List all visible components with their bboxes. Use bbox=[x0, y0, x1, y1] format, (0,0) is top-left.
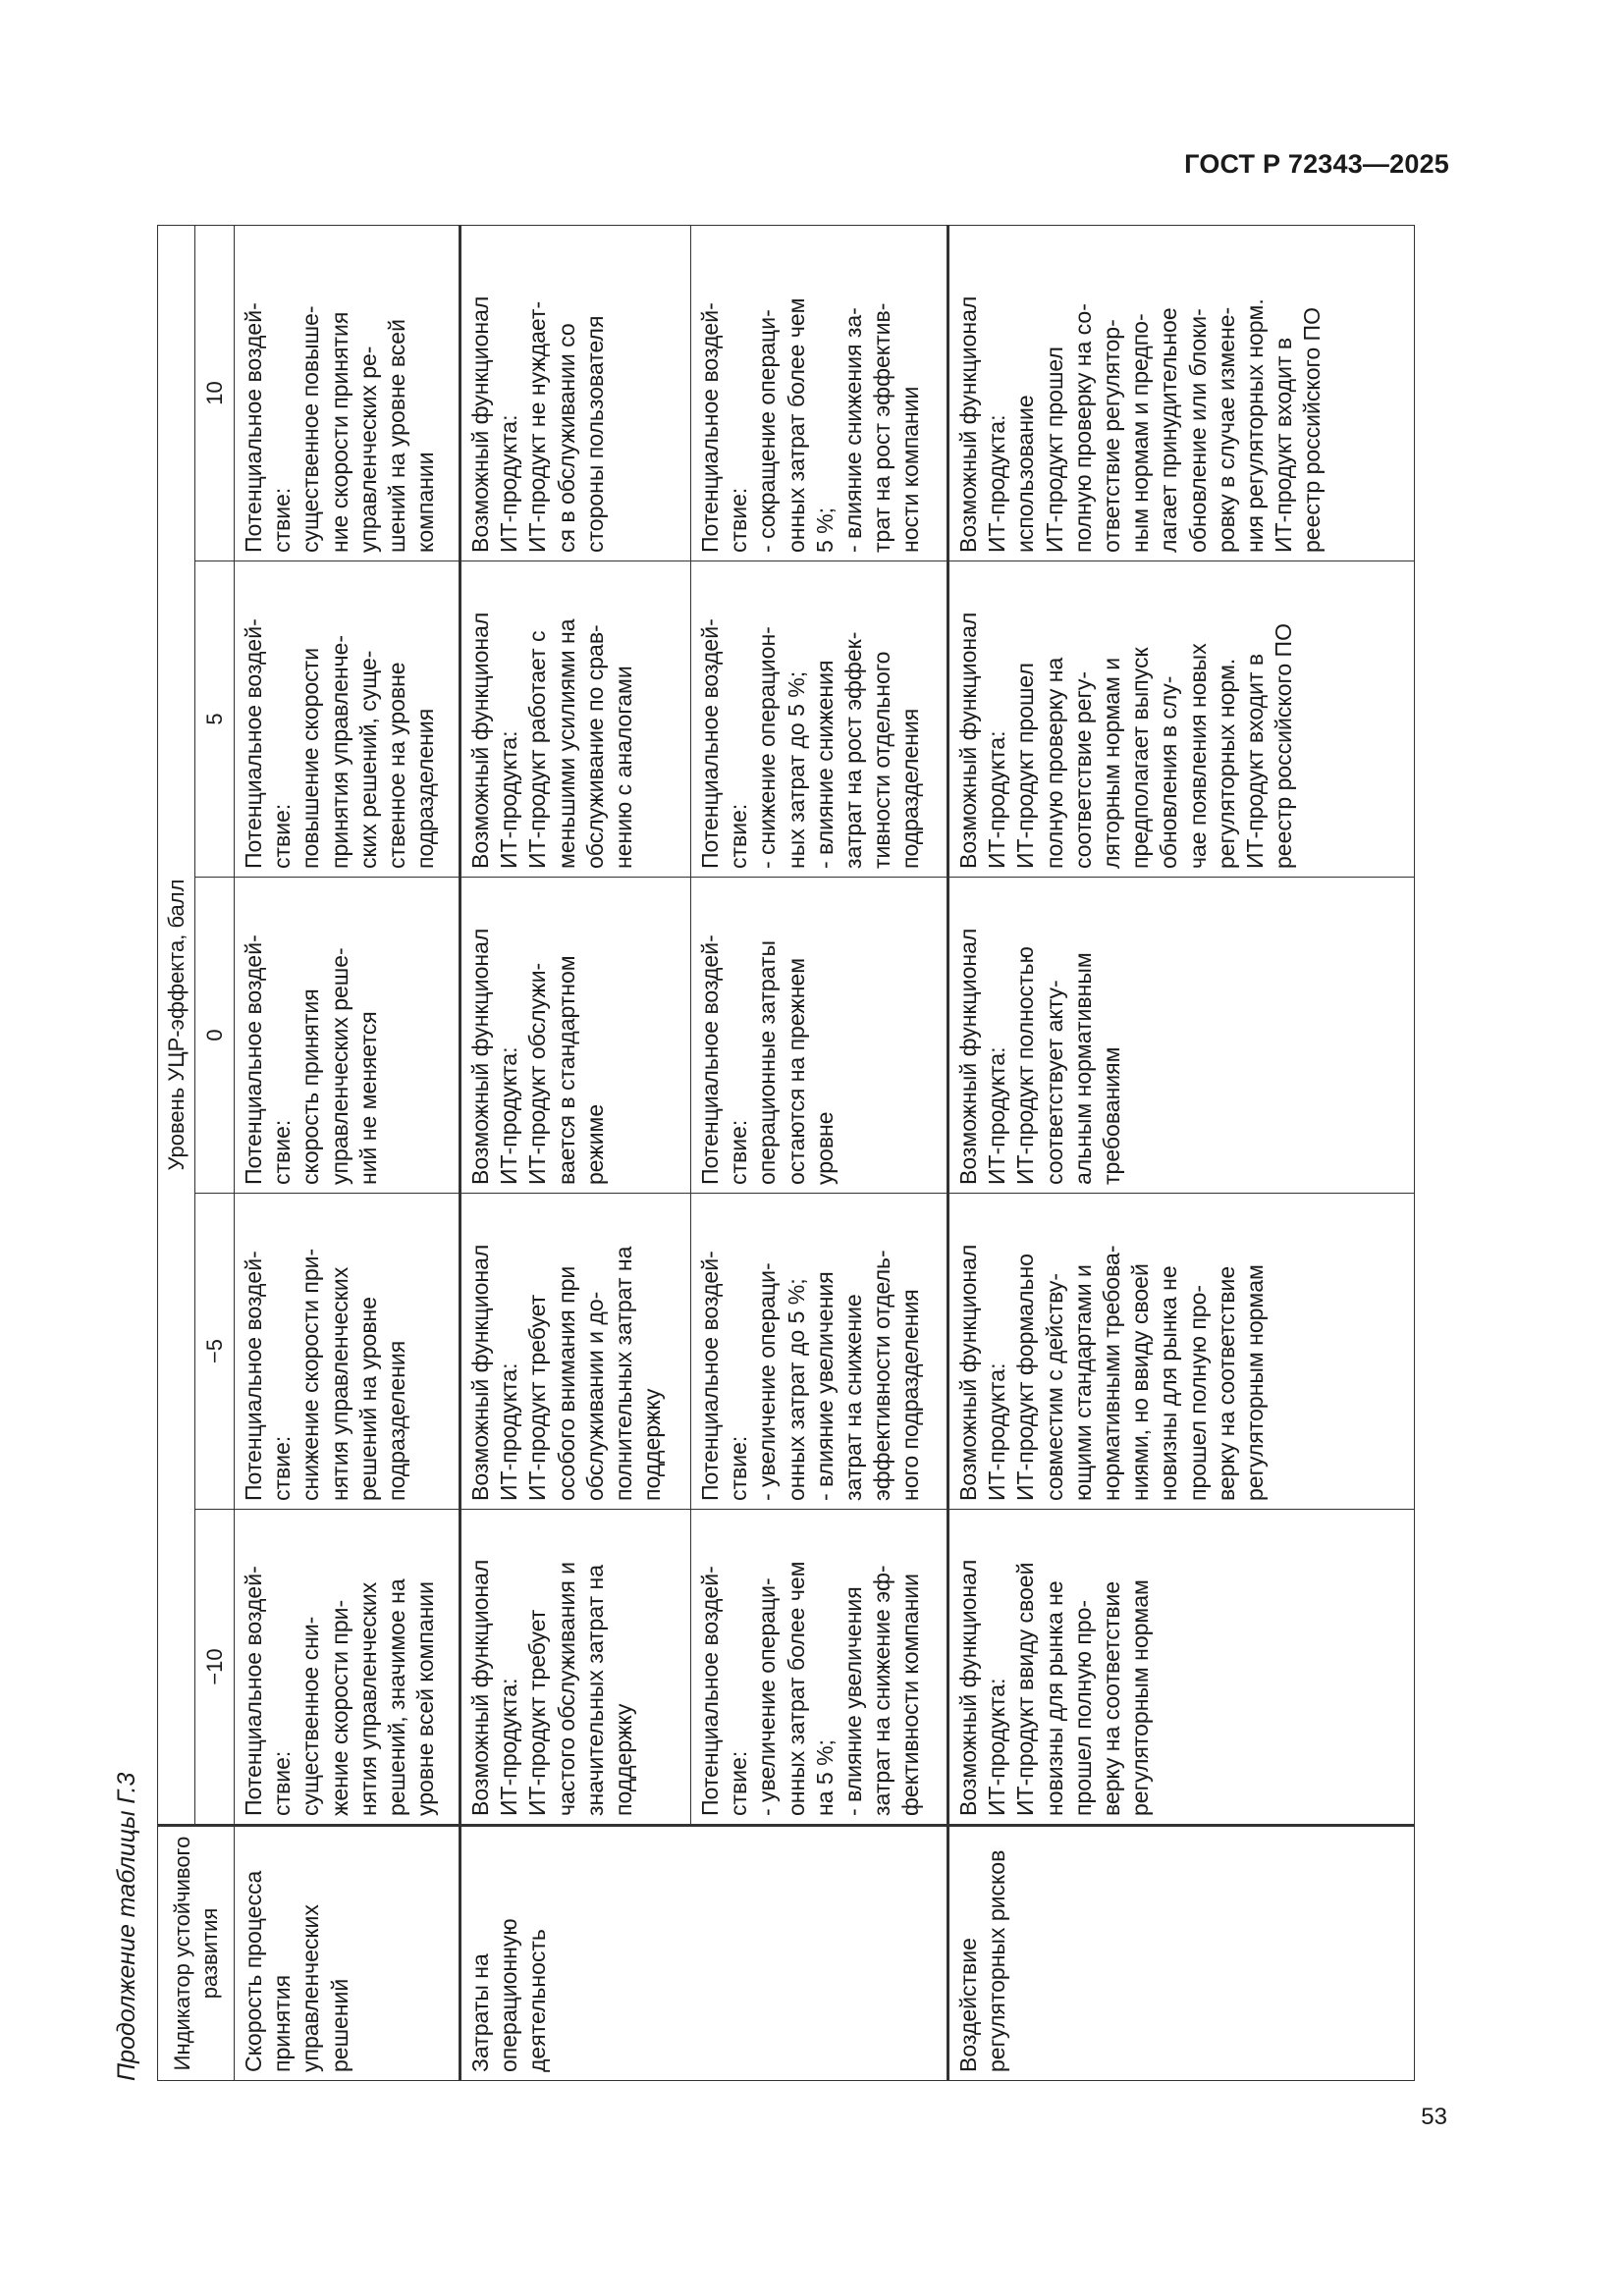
table-row bbox=[235, 226, 460, 2081]
cell-text-line: ний не меняется bbox=[354, 1011, 381, 1185]
cell-text-line: обновления в слу- bbox=[1156, 675, 1182, 869]
level-cell bbox=[235, 226, 460, 561]
cell-text-line: ствие: bbox=[269, 803, 296, 869]
cell-text-line: затрат на снижение bbox=[840, 1294, 867, 1501]
cell-text-line: нормативными требова- bbox=[1099, 1245, 1125, 1501]
cell-text-line: Возможный функционал bbox=[955, 295, 981, 553]
level-cell bbox=[235, 878, 460, 1194]
cell-text-line: фективности компании bbox=[897, 1574, 924, 1816]
level-cell bbox=[235, 1194, 460, 1510]
cell-text-line: лагает принудительное bbox=[1156, 307, 1182, 553]
cell-text-line: трат на рост эффектив- bbox=[869, 302, 895, 553]
cell-text-line: поддержку bbox=[639, 1388, 666, 1501]
cell-text-line: - увеличение операци- bbox=[754, 1577, 781, 1816]
cell-text-line: альным нормативным bbox=[1069, 952, 1096, 1185]
level-cell bbox=[460, 1510, 691, 1826]
cell-text-line: полную проверку на со- bbox=[1069, 303, 1096, 553]
cell-text-line: уровне bbox=[811, 1111, 838, 1185]
cell-text-line: затрат на рост эффек- bbox=[840, 631, 867, 869]
cell-text-line: использование bbox=[1012, 395, 1039, 553]
cell-text-line: совместим с действу- bbox=[1041, 1272, 1067, 1501]
cell-text-line: 5 %; bbox=[811, 507, 838, 553]
cell-text-line: ИТ-продукт обслужи- bbox=[524, 962, 551, 1185]
cell-text-line: ственное на уровне bbox=[384, 662, 410, 869]
level-cell bbox=[460, 1194, 691, 1510]
cell-text-line: - влияние увеличения bbox=[811, 1271, 838, 1501]
cell-text-line: регуляторным нормам bbox=[1127, 1579, 1154, 1816]
cell-text-line: Возможный функционал bbox=[467, 295, 493, 553]
cell-text-line: тивности отдельного bbox=[869, 651, 895, 869]
cell-text-line: ИТ-продукта: bbox=[984, 730, 1010, 869]
cell-text-line: онных затрат более чем bbox=[783, 1561, 809, 1816]
cell-text-line: ствие: bbox=[726, 1750, 752, 1816]
cell-text-line: соответствие регу- bbox=[1069, 670, 1096, 869]
header-level-5: 5 bbox=[195, 561, 235, 878]
indicator-cell: Затраты на операционную деятельность bbox=[460, 1826, 948, 2081]
cell-text-line: онных затрат до 5 %; bbox=[783, 1278, 809, 1501]
cell-text-line: управленческих реше- bbox=[326, 947, 352, 1185]
cell-text-line: регуляторным нормам bbox=[1242, 1264, 1269, 1501]
cell-text-line: прошел полную про- bbox=[1069, 1599, 1096, 1816]
header-indicator: Индикатор устойчивого развития bbox=[158, 1826, 235, 2081]
cell-text-line: - снижение операцион- bbox=[754, 626, 781, 869]
level-cell bbox=[948, 878, 1415, 1194]
page-number: 53 bbox=[1421, 2104, 1447, 2130]
cell-text-line: управленческих ре- bbox=[354, 346, 381, 553]
level-cell bbox=[460, 878, 691, 1194]
level-cell bbox=[948, 226, 1415, 561]
cell-text-line: ИТ-продукта: bbox=[496, 1362, 522, 1501]
cell-text-line: прошел полную про- bbox=[1184, 1284, 1211, 1501]
level-cell bbox=[691, 561, 948, 878]
cell-text-line: ствие: bbox=[726, 487, 752, 553]
cell-text-line: ИТ-продукта: bbox=[984, 1678, 1010, 1816]
cell-text-line: ских решений, суще- bbox=[354, 650, 381, 869]
cell-text-line: ИТ-продукта: bbox=[984, 1046, 1010, 1185]
header-level-0: 0 bbox=[195, 878, 235, 1194]
level-cell bbox=[691, 878, 948, 1194]
cell-text-line: Потенциальное воздей- bbox=[697, 1251, 723, 1501]
cell-text-line: - сокращение операци- bbox=[754, 309, 781, 553]
cell-text-line: верку на соответствие bbox=[1213, 1265, 1239, 1501]
cell-text-line: ИТ-продукт требует bbox=[524, 1294, 551, 1501]
cell-text-line: ся в обслуживании со bbox=[553, 323, 579, 553]
cell-text-line: - влияние снижения за- bbox=[840, 307, 867, 553]
indicator-cell: Воздействие регуляторных рисков bbox=[948, 1826, 1415, 2081]
cell-text-line: остаются на прежнем bbox=[783, 957, 809, 1185]
cell-text-line: ИТ-продукт не нуждает- bbox=[524, 300, 551, 553]
cell-text-line: соответствует акту- bbox=[1041, 980, 1067, 1185]
level-cell bbox=[948, 561, 1415, 878]
cell-text-line: подразделения bbox=[384, 1340, 410, 1501]
cell-text-line: ровку в случае измене- bbox=[1213, 306, 1239, 553]
cell-text-line: регуляторных норм. bbox=[1213, 658, 1239, 869]
cell-text-line: ным нормам и предпо- bbox=[1127, 313, 1154, 553]
cell-text-line: жение скорости при- bbox=[326, 1599, 352, 1816]
header-level-group: Уровень УЦР-эффекта, балл bbox=[158, 226, 195, 1826]
cell-text-line: Возможный функционал bbox=[467, 612, 493, 869]
level-cell bbox=[460, 226, 691, 561]
cell-text-line: полнительных затрат на bbox=[611, 1246, 637, 1501]
cell-text-line: значительных затрат на bbox=[581, 1564, 608, 1816]
cell-text-line: ствие: bbox=[726, 803, 752, 869]
cell-text-line: нятия управленческих bbox=[326, 1266, 352, 1501]
cell-text-line: - влияние снижения bbox=[811, 660, 838, 869]
level-cell bbox=[948, 1194, 1415, 1510]
cell-text-line: Потенциальное воздей- bbox=[697, 1566, 723, 1816]
cell-text-line: требованиям bbox=[1099, 1046, 1125, 1185]
cell-text-line: режиме bbox=[581, 1103, 608, 1185]
cell-text-line: ствие: bbox=[269, 1119, 296, 1185]
cell-text-line: операционные затраты bbox=[754, 939, 781, 1185]
cell-text-line: ИТ-продукт требует bbox=[524, 1609, 551, 1816]
cell-text-line: ния регуляторных норм. bbox=[1242, 298, 1269, 553]
level-cell bbox=[691, 226, 948, 561]
cell-text-line: Потенциальное воздей- bbox=[241, 934, 266, 1185]
level-cell bbox=[235, 561, 460, 878]
cell-text-line: решений, значимое на bbox=[384, 1578, 410, 1816]
cell-text-line: ляторным нормам и bbox=[1099, 657, 1125, 869]
header-level-10: 10 bbox=[195, 226, 235, 561]
cell-text-line: Возможный функционал bbox=[955, 928, 981, 1185]
cell-text-line: ИТ-продукт прошел bbox=[1012, 663, 1039, 869]
cell-text-line: Возможный функционал bbox=[467, 1559, 493, 1816]
cell-text-line: ных затрат до 5 %; bbox=[783, 670, 809, 869]
cell-text-line: Потенциальное воздей- bbox=[697, 934, 723, 1185]
cell-text-line: ного подразделения bbox=[897, 1289, 924, 1501]
cell-text-line: - влияние увеличения bbox=[840, 1586, 867, 1816]
cell-text-line: Потенциальное воздей- bbox=[241, 1566, 266, 1816]
cell-text-line: Возможный функционал bbox=[955, 1244, 981, 1501]
cell-text-line: ниями, но ввиду своей bbox=[1127, 1263, 1154, 1501]
cell-text-line: ИТ-продукта: bbox=[496, 1046, 522, 1185]
header-level-minus5: −5 bbox=[195, 1194, 235, 1510]
cell-text-line: предполагает выпуск bbox=[1127, 647, 1154, 869]
cell-text-line: ИТ-продукта: bbox=[496, 1678, 522, 1816]
cell-text-line: ющими стандартами и bbox=[1069, 1264, 1096, 1501]
level-cell bbox=[691, 1194, 948, 1510]
cell-text-line: стороны пользователя bbox=[581, 315, 608, 553]
cell-text-line: обслуживании и до- bbox=[581, 1291, 608, 1501]
cell-text-line: реестр российского ПО bbox=[1271, 623, 1297, 869]
cell-text-line: меньшими усилиями на bbox=[553, 618, 579, 869]
cell-text-line: подразделения bbox=[897, 708, 924, 869]
cell-text-line: ИТ-продукт формально bbox=[1012, 1254, 1039, 1501]
document-code: ГОСТ Р 72343—2025 bbox=[1184, 149, 1449, 179]
cell-text-line: повышение скорости bbox=[298, 647, 324, 869]
cell-text-line: затрат на снижение эф- bbox=[869, 1565, 895, 1816]
cell-text-line: частого обслуживания и bbox=[553, 1561, 579, 1816]
table-caption: Продолжение таблицы Г.3 bbox=[113, 1772, 140, 2081]
cell-text-line: ИТ-продукта: bbox=[984, 414, 1010, 553]
cell-text-line: новизны для рынка не bbox=[1041, 1580, 1067, 1816]
cell-text-line: Потенциальное воздей- bbox=[241, 618, 266, 869]
cell-text-line: ствие: bbox=[726, 1119, 752, 1185]
cell-text-line: компании bbox=[412, 452, 439, 553]
cell-text-line: существенное сни- bbox=[298, 1616, 324, 1816]
header-level-minus10: −10 bbox=[195, 1510, 235, 1826]
cell-text-line: Потенциальное воздей- bbox=[241, 302, 266, 553]
cell-text-line: ствие: bbox=[269, 1435, 296, 1501]
indicator-cell: Скорость процесса принятия управленческих решений bbox=[235, 1826, 460, 2081]
level-cell bbox=[235, 1510, 460, 1826]
cell-text-line: подразделения bbox=[412, 708, 439, 869]
level-cell bbox=[948, 1510, 1415, 1826]
cell-text-line: уровне всей компании bbox=[412, 1581, 439, 1816]
results-table bbox=[157, 225, 1415, 2081]
cell-text-line: ИТ-продукт работает с bbox=[524, 630, 551, 869]
cell-text-line: обновление или блоки- bbox=[1184, 308, 1211, 553]
cell-text-line: ние скорости принятия bbox=[326, 311, 352, 553]
cell-text-line: решений на уровне bbox=[354, 1296, 381, 1501]
cell-text-line: ответствие регулятор- bbox=[1099, 319, 1125, 553]
cell-text-line: нятия управленческих bbox=[354, 1581, 381, 1816]
cell-text-line: поддержку bbox=[611, 1703, 637, 1816]
cell-text-line: ИТ-продукт прошел bbox=[1041, 347, 1067, 553]
cell-text-line: Потенциальное воздей- bbox=[697, 618, 723, 869]
cell-text-line: на 5 %; bbox=[811, 1739, 838, 1816]
cell-text-line: ИТ-продукта: bbox=[496, 414, 522, 553]
cell-text-line: новизны для рынка не bbox=[1156, 1265, 1182, 1501]
cell-text-line: Возможный функционал bbox=[467, 1244, 493, 1501]
cell-text-line: ИТ-продукт ввиду своей bbox=[1012, 1562, 1039, 1816]
cell-text-line: ИТ-продукта: bbox=[984, 1362, 1010, 1501]
cell-text-line: ИТ-продукта: bbox=[496, 730, 522, 869]
cell-text-line: существенное повыше- bbox=[298, 305, 324, 553]
cell-text-line: Потенциальное воздей- bbox=[697, 302, 723, 553]
cell-text-line: Возможный функционал bbox=[467, 928, 493, 1185]
cell-text-line: ствие: bbox=[269, 487, 296, 553]
cell-text-line: ИТ-продукт входит в bbox=[1271, 337, 1297, 553]
cell-text-line: принятия управленче- bbox=[326, 634, 352, 869]
cell-text-line: вается в стандартном bbox=[553, 955, 579, 1185]
cell-text-line: эффективности отдель- bbox=[869, 1250, 895, 1501]
level-cell bbox=[460, 561, 691, 878]
cell-text-line: полную проверку на bbox=[1041, 657, 1067, 869]
cell-text-line: Потенциальное воздей- bbox=[241, 1251, 266, 1501]
cell-text-line: Возможный функционал bbox=[955, 1559, 981, 1816]
cell-text-line: обслуживание по срав- bbox=[581, 624, 608, 869]
cell-text-line: ИТ-продукт полностью bbox=[1012, 946, 1039, 1185]
cell-text-line: реестр российского ПО bbox=[1299, 307, 1326, 553]
cell-text-line: снижение скорости при- bbox=[298, 1248, 324, 1501]
table-row bbox=[948, 226, 1415, 2081]
cell-text-line: скорость принятия bbox=[298, 988, 324, 1185]
cell-text-line: Возможный функционал bbox=[955, 612, 981, 869]
cell-text-line: онных затрат более чем bbox=[783, 297, 809, 553]
cell-text-line: чае появления новых bbox=[1184, 643, 1211, 869]
cell-text-line: ствие: bbox=[269, 1750, 296, 1816]
cell-text-line: особого внимания при bbox=[553, 1265, 579, 1501]
cell-text-line: шений на уровне всей bbox=[384, 319, 410, 553]
table-row bbox=[691, 226, 948, 2081]
table-row bbox=[460, 226, 691, 2081]
cell-text-line: верку на соответствие bbox=[1099, 1580, 1125, 1816]
cell-text-line: - увеличение операци- bbox=[754, 1262, 781, 1501]
level-cell bbox=[691, 1510, 948, 1826]
cell-text-line: нению с аналогами bbox=[611, 666, 637, 869]
cell-text-line: ности компании bbox=[897, 386, 924, 553]
cell-text-line: ствие: bbox=[726, 1435, 752, 1501]
cell-text-line: ИТ-продукт входит в bbox=[1242, 653, 1269, 869]
rotated-table-container bbox=[157, 226, 1414, 2081]
